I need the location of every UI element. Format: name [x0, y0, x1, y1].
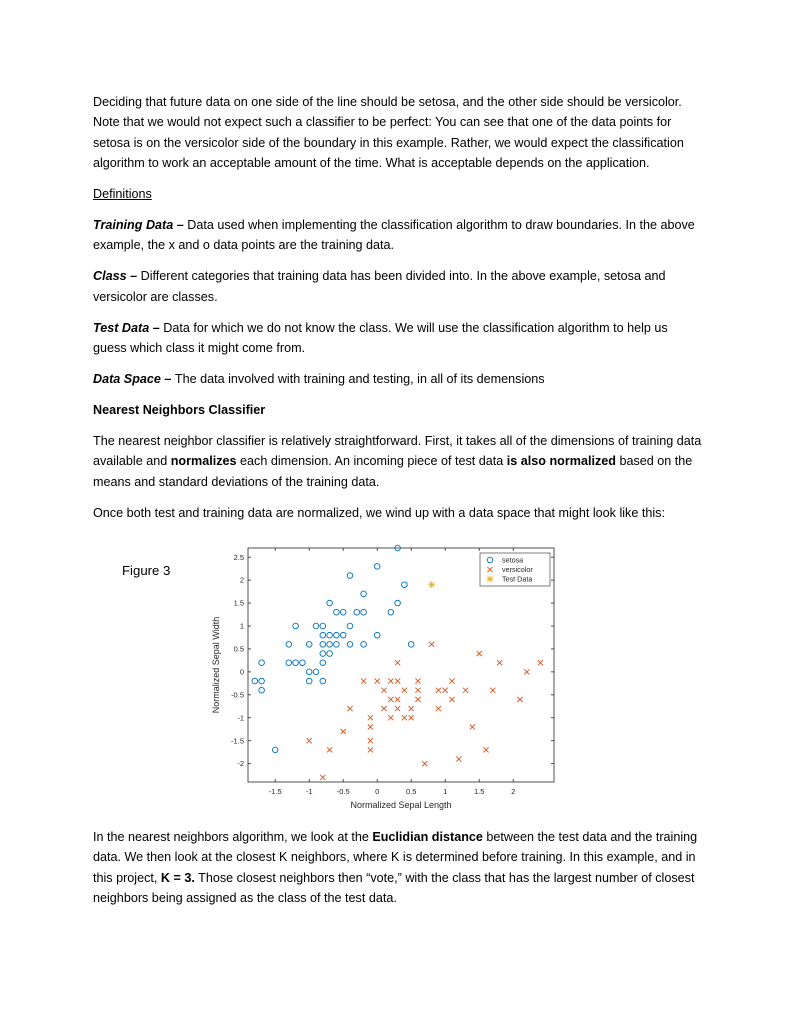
x-tick-label: 2	[511, 787, 516, 796]
nn-heading: Nearest Neighbors Classifier	[93, 402, 266, 417]
y-tick-label: -0.5	[231, 690, 244, 700]
y-tick-label: -2	[237, 759, 244, 769]
scatter-chart	[210, 544, 565, 816]
x-tick-label: 1.5	[473, 787, 485, 796]
definition-training-data: Training Data – Data used when implementing the classification algorithm to draw boundaries. In the above example, the x and o data points are the training data.	[93, 218, 695, 253]
x-tick-label: 0	[375, 787, 380, 796]
y-axis-label: Normalized Sepal Width	[211, 616, 221, 714]
definition-term: Training Data	[93, 218, 174, 233]
figure-label: Figure 3	[122, 563, 171, 578]
legend-label: versicolor	[502, 565, 533, 575]
definition-data-space: Data Space – The data involved with training and testing, in all of its demensions	[93, 371, 545, 386]
y-tick-label: 0	[239, 667, 244, 677]
intro-paragraph: Deciding that future data on one side of the line should be setosa, and the other side should be versicolor. Note that we would not expect such a classifier to be perfect: You can see that one of the data points for setosa is on the versicolor side of the boundary in this example. Rather, we would expect the classification algorithm to work an acceptable amount of the time. What is acceptable depends on the application.	[93, 95, 684, 171]
definition-test-data: Test Data – Data for which we do not know the class. We will use the classification algorithm to help us guess which class it might come from.	[93, 320, 668, 356]
definition-text: The data involved with training and testing, in all of its demensions	[174, 371, 545, 386]
definition-text: Data used when implementing the classification algorithm to draw boundaries. In the above example, the x and o data points are the training data.	[93, 218, 695, 253]
x-tick-label: -1.5	[268, 787, 282, 796]
y-tick-label: 0.5	[233, 644, 244, 654]
definitions-heading: Definitions	[93, 187, 152, 202]
test-data-point	[428, 581, 435, 588]
definition-class: Class – Different categories that training data has been divided into. In the above example, setosa and versicolor are classes.	[93, 269, 666, 304]
document-body	[93, 92, 703, 533]
nn-paragraph-2: Once both test and training data are normalized, we wind up with a data space that might look like this:	[93, 505, 665, 520]
y-tick-label: 2.5	[233, 552, 244, 562]
x-tick-label: 0.5	[405, 787, 417, 796]
definition-text: Different categories that training data has been divided into. In the above example, setosa and versicolor are classes.	[93, 269, 666, 304]
legend-label: Test Data	[502, 574, 533, 584]
y-tick-label: -1.5	[231, 736, 244, 746]
definition-text: Data for which we do not know the class. We will use the classification algorithm to help us guess which class it might come from.	[93, 320, 668, 356]
x-axis-label: Normalized Sepal Length	[350, 800, 452, 810]
definition-term: Data Space	[93, 371, 161, 386]
knn-paragraph: In the nearest neighbors algorithm, we look at the Euclidian distance between the test data and the training data. We then look at the closest K neighbors, where K is determined before training. In this example, and in this project, K = 3. Those closest neighbors then “vote,” with the class that has the largest number of closest neighbors being assigned as the class of the test data.	[93, 830, 698, 906]
x-tick-label: -0.5	[336, 787, 350, 796]
y-tick-label: 2	[239, 575, 244, 585]
y-tick-label: 1	[239, 621, 244, 631]
y-tick-label: 1.5	[233, 598, 244, 608]
x-tick-label: 1	[443, 787, 448, 796]
y-tick-label: -1	[237, 713, 244, 723]
legend-label: setosa	[502, 555, 524, 565]
definition-term: Test Data	[93, 320, 150, 335]
x-tick-label: -1	[305, 787, 313, 796]
definition-term: Class	[93, 269, 127, 284]
legend-marker-test-data	[487, 576, 494, 583]
nn-paragraph-1: The nearest neighbor classifier is relatively straightforward. First, it takes all of the dimensions of training data available and normalizes each dimension. An incoming piece of test data is also normalized based on the means and standard deviations of the training data.	[93, 433, 702, 489]
